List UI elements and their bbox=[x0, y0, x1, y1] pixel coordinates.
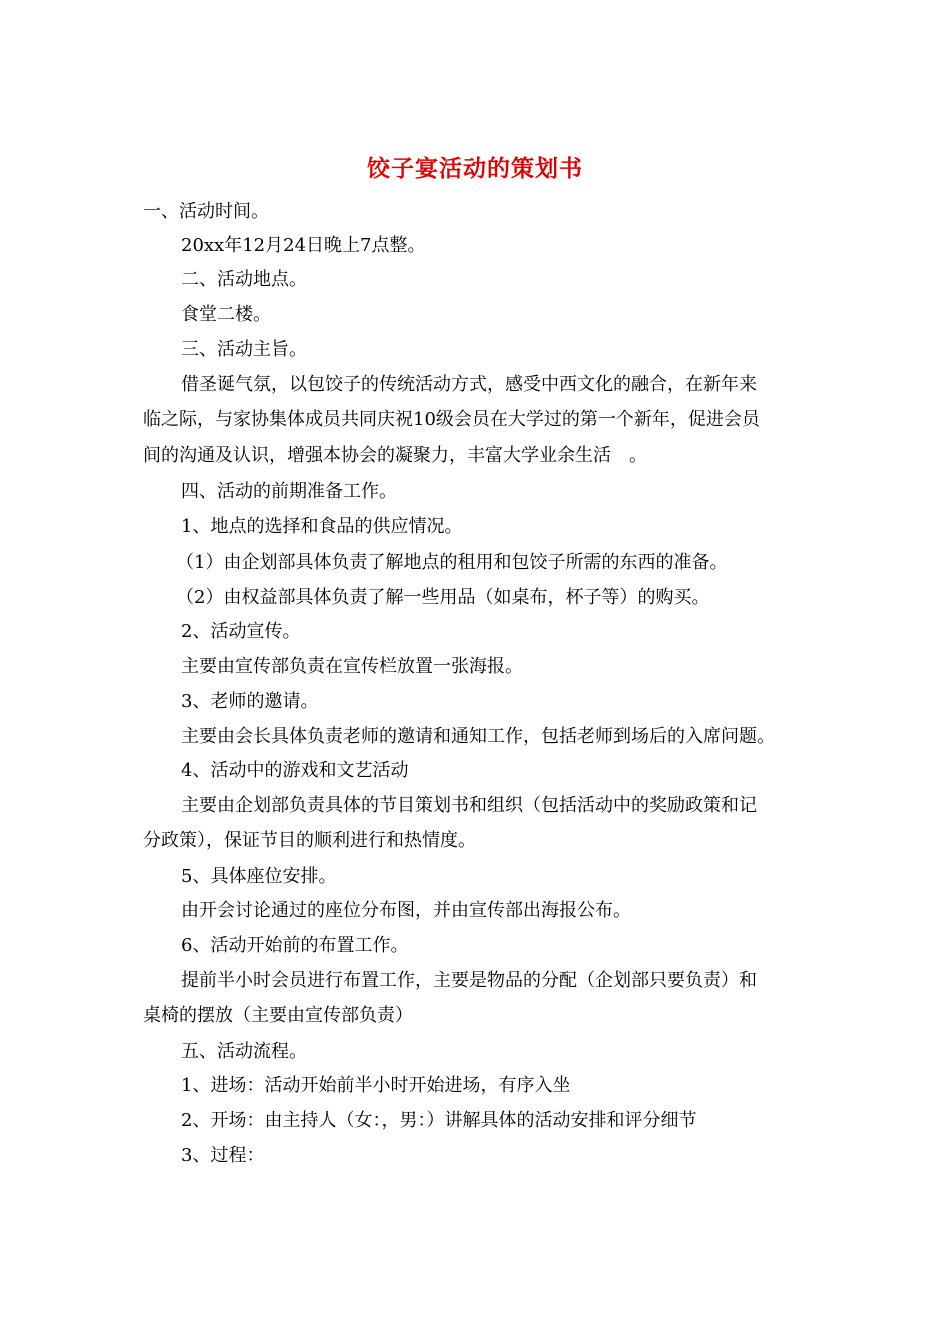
paragraph-line: 1、进场：活动开始前半小时开始进场，有序入坐 bbox=[181, 1075, 571, 1096]
subheading-line: 5、具体座位安排。 bbox=[181, 866, 337, 887]
subheading-line: 6、活动开始前的布置工作。 bbox=[181, 935, 409, 956]
paragraph-line: （2）由权益部具体负责了解一些用品（如桌布，杯子等）的购买。 bbox=[176, 587, 710, 608]
section-heading-time: 一、活动时间。 bbox=[143, 201, 269, 222]
subheading-line: 3、老师的邀请。 bbox=[181, 691, 319, 712]
paragraph-line: 2、开场：由主持人（女：，男：）讲解具体的活动安排和评分细节 bbox=[181, 1110, 697, 1131]
paragraph-line: 分政策），保证节目的顺利进行和热情度。 bbox=[143, 830, 476, 851]
subheading-line: 2、活动宣传。 bbox=[181, 621, 301, 642]
section-heading-preparation: 四、活动的前期准备工作。 bbox=[181, 481, 397, 502]
paragraph-line: 主要由企划部负责具体的节目策划书和组织（包括活动中的奖励政策和记 bbox=[181, 795, 757, 816]
paragraph-line: 由开会讨论通过的座位分布图，并由宣传部出海报公布。 bbox=[181, 900, 631, 921]
paragraph-line: 提前半小时会员进行布置工作，主要是物品的分配（企划部只要负责）和 bbox=[181, 970, 757, 991]
paragraph-line: 食堂二楼。 bbox=[181, 304, 271, 325]
paragraph-line: 3、过程： bbox=[181, 1145, 265, 1166]
paragraph-line: 临之际，与家协集体成员共同庆祝10级会员在大学过的第一个新年，促进会员 bbox=[143, 409, 760, 430]
section-heading-location: 二、活动地点。 bbox=[181, 269, 307, 290]
paragraph-line: 借圣诞气氛，以包饺子的传统活动方式，感受中西文化的融合，在新年来 bbox=[181, 374, 757, 395]
paragraph-line: （1）由企划部具体负责了解地点的租用和包饺子所需的东西的准备。 bbox=[176, 552, 728, 573]
document-title: 饺子宴活动的策划书 bbox=[367, 155, 583, 182]
paragraph-line: 主要由会长具体负责老师的邀请和通知工作，包括老师到场后的入席问题。 bbox=[181, 726, 775, 747]
paragraph-line: 桌椅的摆放（主要由宣传部负责） bbox=[143, 1005, 413, 1026]
subheading-line: 4、活动中的游戏和文艺活动 bbox=[181, 760, 409, 781]
section-heading-process: 五、活动流程。 bbox=[181, 1041, 307, 1062]
section-heading-purpose: 三、活动主旨。 bbox=[181, 339, 307, 360]
paragraph-line: 间的沟通及认识，增强本协会的凝聚力，丰富大学业余生活 。 bbox=[143, 445, 647, 466]
paragraph-line: 主要由宣传部负责在宣传栏放置一张海报。 bbox=[181, 656, 523, 677]
subheading-line: 1、地点的选择和食品的供应情况。 bbox=[181, 516, 463, 537]
paragraph-line: 20xx年12月24日晚上7点整。 bbox=[181, 235, 426, 256]
